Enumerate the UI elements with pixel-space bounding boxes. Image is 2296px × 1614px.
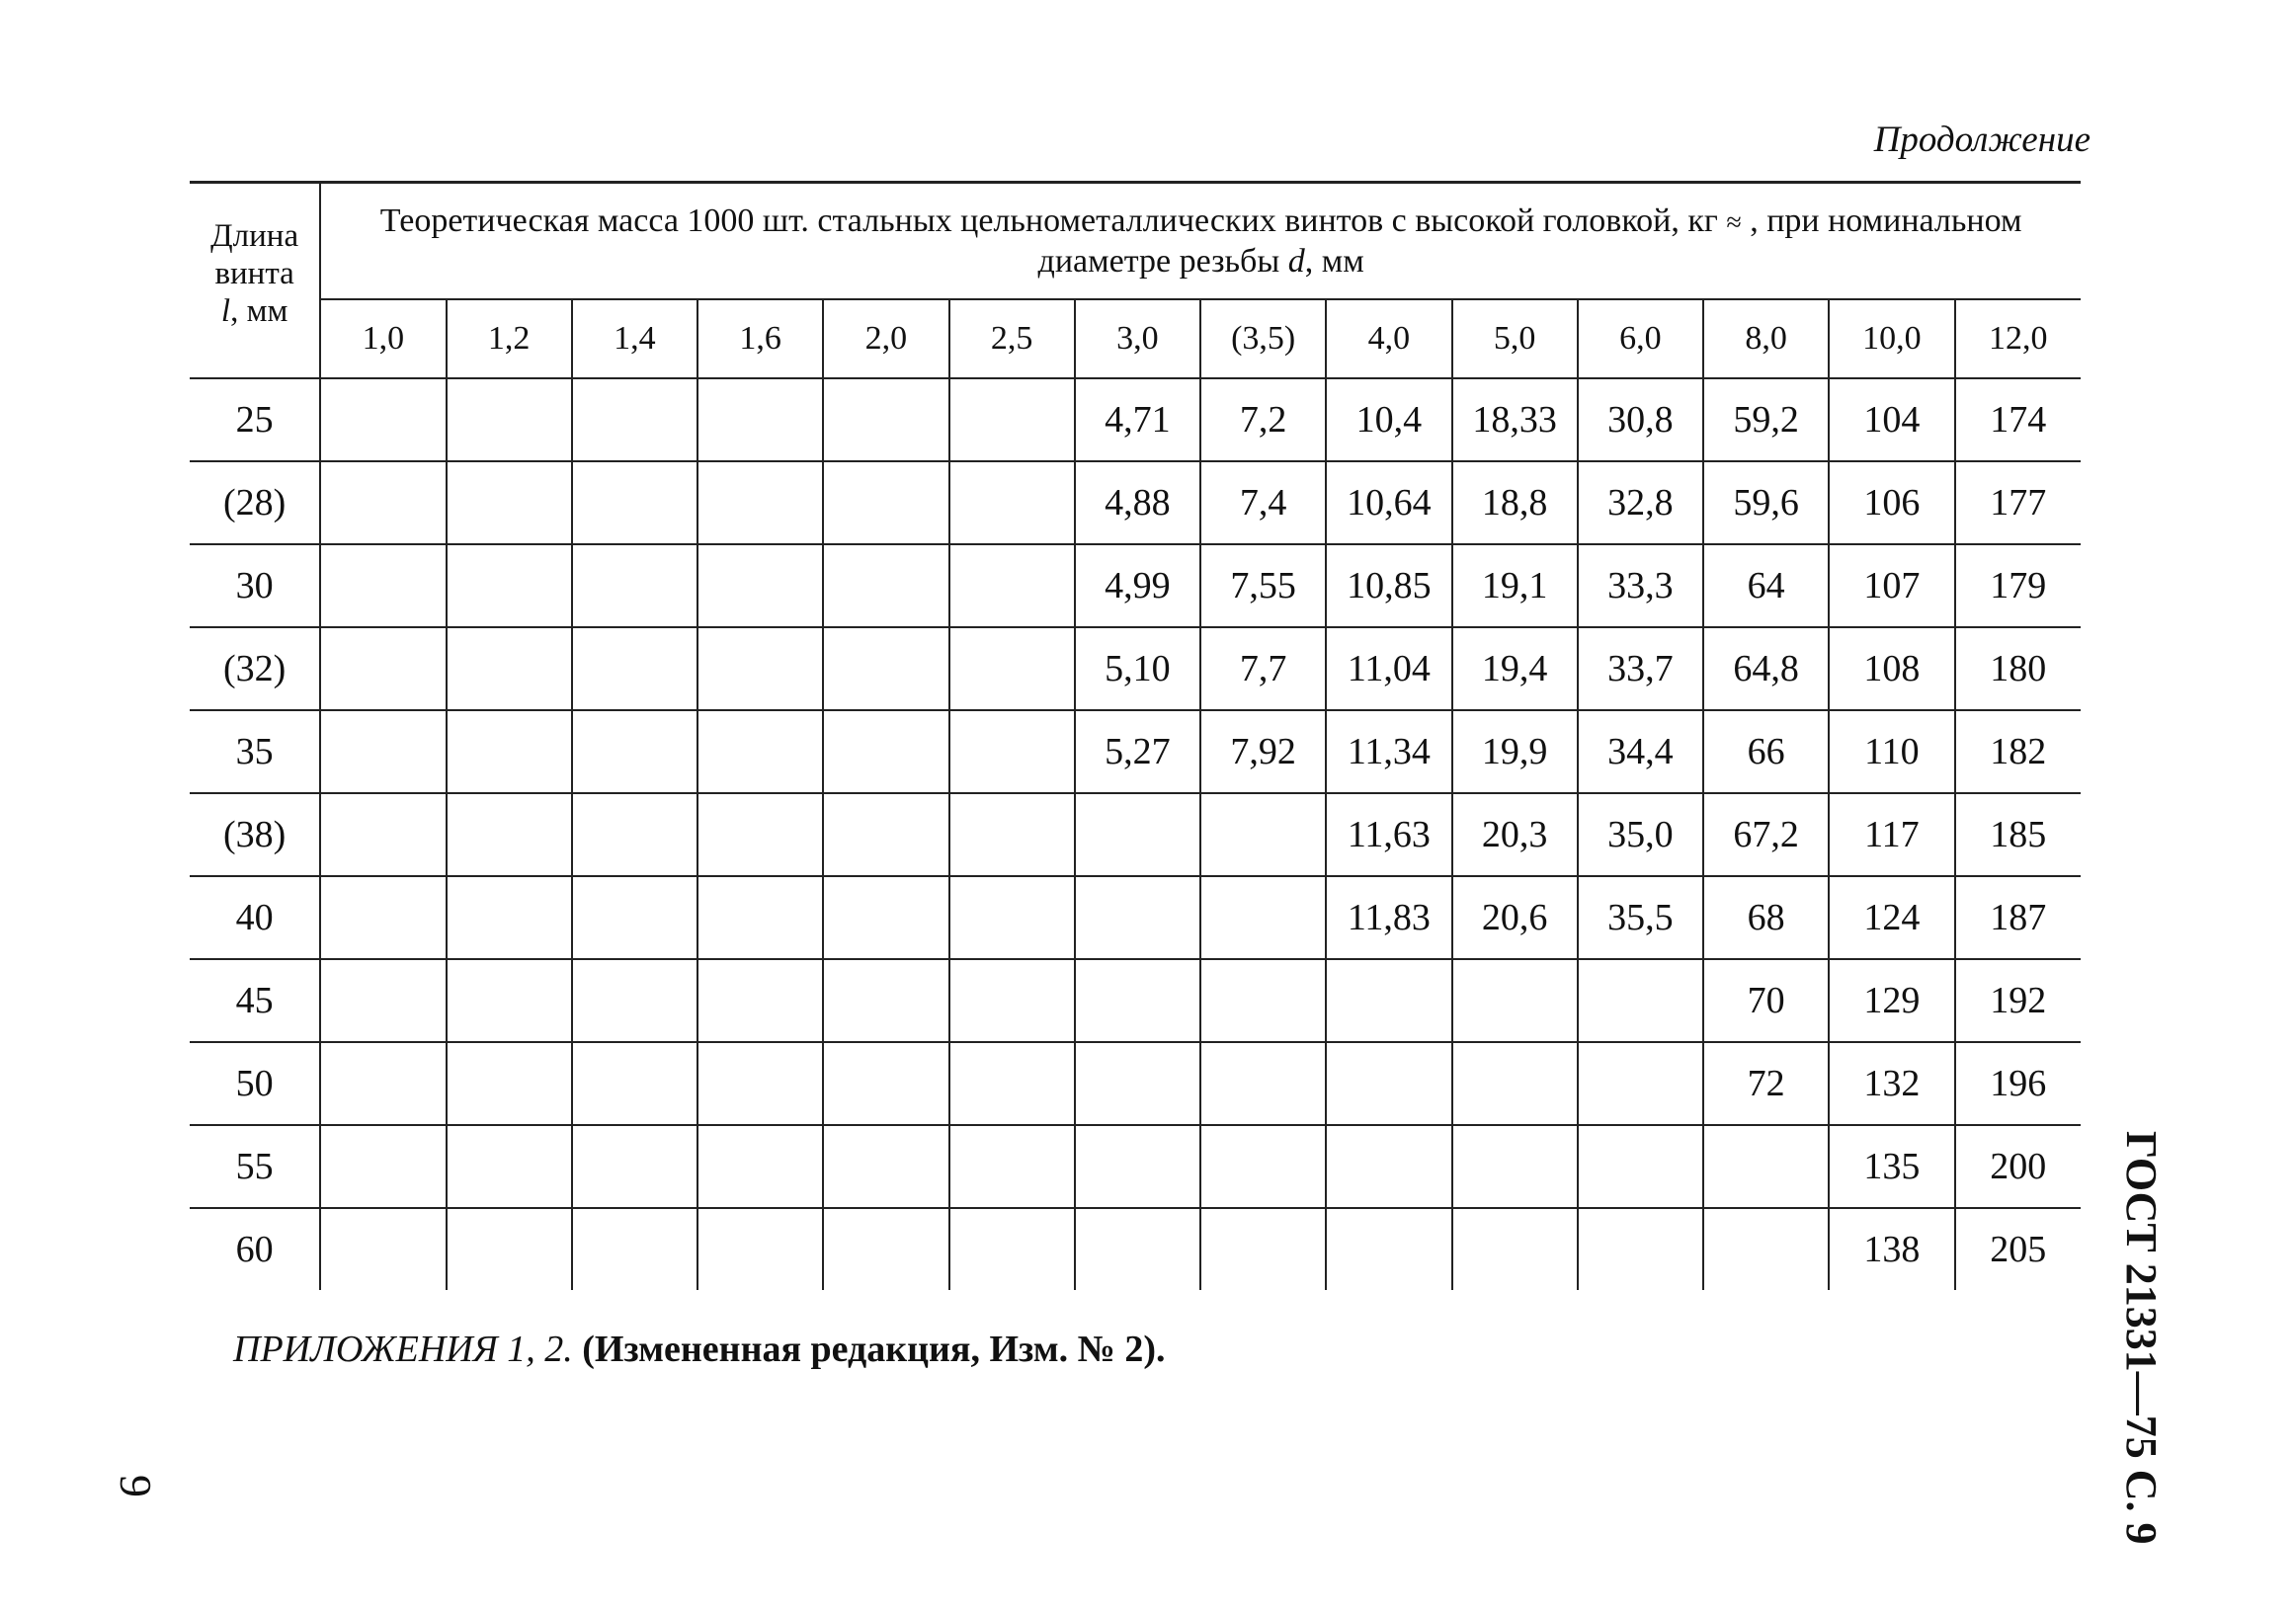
diameter-header-cell: 3,0: [1075, 299, 1200, 378]
mass-group-header: [320, 183, 2081, 300]
mass-cell: [572, 1042, 697, 1125]
mass-cell: 19,9: [1452, 710, 1578, 793]
mass-cell: 187: [1955, 876, 2081, 959]
mass-cell: 33,7: [1578, 627, 1703, 710]
mass-cell: [447, 876, 572, 959]
mass-cell: 5,10: [1075, 627, 1200, 710]
mass-header-text1: Теоретическая масса 1000 шт. стальных цельнометаллических винтов с высокой головкой, кг: [379, 202, 1727, 239]
length-cell: 30: [190, 544, 320, 627]
mass-cell: [447, 1042, 572, 1125]
mass-cell: [447, 461, 572, 544]
mass-cell: [697, 1125, 823, 1208]
length-cell: (32): [190, 627, 320, 710]
mass-cell: [320, 710, 446, 793]
mass-cell: [697, 544, 823, 627]
mass-cell: 104: [1829, 378, 1954, 461]
mass-cell: [823, 1125, 948, 1208]
mass-cell: [572, 378, 697, 461]
mass-cell: [572, 793, 697, 876]
mass-cell: [823, 461, 948, 544]
mass-cell: [1200, 959, 1326, 1042]
mass-cell: [823, 544, 948, 627]
mass-cell: 192: [1955, 959, 2081, 1042]
mass-cell: 124: [1829, 876, 1954, 959]
mass-cell: 72: [1703, 1042, 1829, 1125]
mass-cell: 205: [1955, 1208, 2081, 1290]
mass-cell: [823, 959, 948, 1042]
length-cell: (28): [190, 461, 320, 544]
mass-cell: [1326, 1208, 1451, 1290]
length-cell: 50: [190, 1042, 320, 1125]
mass-cell: 196: [1955, 1042, 2081, 1125]
mass-cell: [823, 876, 948, 959]
mass-cell: [697, 793, 823, 876]
continuation-label: Продолжение: [1873, 120, 2091, 160]
mass-cell: 19,1: [1452, 544, 1578, 627]
mass-cell: 4,88: [1075, 461, 1200, 544]
mass-cell: 11,63: [1326, 793, 1451, 876]
mass-cell: [447, 544, 572, 627]
length-cell: 45: [190, 959, 320, 1042]
gost-side-header: ГОСТ 21331—75 С. 9: [2117, 1131, 2166, 1545]
length-cell: (38): [190, 793, 320, 876]
mass-cell: 182: [1955, 710, 2081, 793]
mass-table: [190, 181, 2081, 1290]
mass-cell: [1075, 1125, 1200, 1208]
mass-cell: [1326, 1125, 1451, 1208]
diameter-header-cell: 2,0: [823, 299, 948, 378]
mass-cell: [320, 793, 446, 876]
mass-cell: 10,85: [1326, 544, 1451, 627]
table-row: [190, 1042, 2081, 1125]
length-header-unit: , мм: [230, 293, 288, 329]
mass-cell: 33,3: [1578, 544, 1703, 627]
mass-cell: [697, 1042, 823, 1125]
length-cell: 25: [190, 378, 320, 461]
mass-cell: 177: [1955, 461, 2081, 544]
footnote-text: (Измененная редакция, Изм. № 2).: [582, 1329, 1166, 1370]
mass-cell: [320, 959, 446, 1042]
mass-cell: [572, 710, 697, 793]
mass-cell: [572, 959, 697, 1042]
mass-cell: [949, 627, 1075, 710]
mass-cell: [447, 793, 572, 876]
length-header-line2: винта: [214, 256, 294, 291]
table-header-row: [190, 183, 2081, 300]
mass-cell: [823, 378, 948, 461]
mass-cell: [697, 461, 823, 544]
mass-cell: 106: [1829, 461, 1954, 544]
mass-cell: 32,8: [1578, 461, 1703, 544]
mass-cell: 117: [1829, 793, 1954, 876]
length-column-header: [190, 183, 320, 379]
diameter-header-cell: 8,0: [1703, 299, 1829, 378]
mass-cell: [1200, 876, 1326, 959]
diameter-var: d: [1287, 243, 1305, 280]
mass-cell: 20,6: [1452, 876, 1578, 959]
mass-cell: [823, 1042, 948, 1125]
table-row: [190, 378, 2081, 461]
mass-cell: 35,0: [1578, 793, 1703, 876]
mass-cell: 70: [1703, 959, 1829, 1042]
mass-cell: 67,2: [1703, 793, 1829, 876]
mass-cell: [697, 710, 823, 793]
mass-cell: [697, 1208, 823, 1290]
diameter-header-cell: 6,0: [1578, 299, 1703, 378]
mass-cell: [1075, 793, 1200, 876]
mass-cell: 132: [1829, 1042, 1954, 1125]
footnote-label: ПРИЛОЖЕНИЯ 1, 2.: [233, 1329, 573, 1370]
mass-cell: [572, 1125, 697, 1208]
mass-cell: 35,5: [1578, 876, 1703, 959]
mass-cell: 11,83: [1326, 876, 1451, 959]
mass-cell: [320, 876, 446, 959]
mass-cell: [447, 1208, 572, 1290]
mass-cell: [823, 710, 948, 793]
mass-cell: [949, 461, 1075, 544]
length-header-line1: Длина: [210, 218, 299, 254]
mass-cell: [949, 710, 1075, 793]
length-cell: 60: [190, 1208, 320, 1290]
mass-cell: [949, 959, 1075, 1042]
diameter-header-cell: 1,4: [572, 299, 697, 378]
table-row: [190, 1208, 2081, 1290]
mass-cell: [949, 793, 1075, 876]
mass-cell: [1200, 1042, 1326, 1125]
mass-cell: [697, 627, 823, 710]
length-cell: 55: [190, 1125, 320, 1208]
table-row: [190, 793, 2081, 876]
mass-cell: [949, 378, 1075, 461]
mass-cell: [1075, 1208, 1200, 1290]
mass-cell: [823, 1208, 948, 1290]
mass-cell: 7,92: [1200, 710, 1326, 793]
mass-cell: 7,2: [1200, 378, 1326, 461]
mass-cell: 200: [1955, 1125, 2081, 1208]
mass-cell: [447, 627, 572, 710]
diameter-header-cell: 12,0: [1955, 299, 2081, 378]
length-cell: 35: [190, 710, 320, 793]
mass-cell: 179: [1955, 544, 2081, 627]
mass-cell: [320, 1125, 446, 1208]
diameter-header-row: [190, 299, 2081, 378]
mass-cell: [572, 1208, 697, 1290]
mass-cell: [1075, 1042, 1200, 1125]
mass-cell: [1452, 1208, 1578, 1290]
mass-cell: 64: [1703, 544, 1829, 627]
mass-cell: 129: [1829, 959, 1954, 1042]
mass-cell: 10,64: [1326, 461, 1451, 544]
mass-cell: [949, 1125, 1075, 1208]
diameter-header-cell: 1,0: [320, 299, 446, 378]
mass-header-text2: , при номинальном диаметре резьбы: [1037, 202, 2022, 280]
mass-cell: 4,99: [1075, 544, 1200, 627]
diameter-header-cell: 4,0: [1326, 299, 1451, 378]
mass-cell: [1452, 1125, 1578, 1208]
length-cell: 40: [190, 876, 320, 959]
mass-cell: [320, 378, 446, 461]
mass-cell: 5,27: [1075, 710, 1200, 793]
table-row: [190, 959, 2081, 1042]
mass-cell: 138: [1829, 1208, 1954, 1290]
mass-cell: [447, 1125, 572, 1208]
mass-cell: [949, 544, 1075, 627]
mass-cell: [447, 378, 572, 461]
footnote: [233, 1328, 1166, 1371]
table-row: [190, 710, 2081, 793]
mass-cell: [320, 1042, 446, 1125]
mass-cell: 7,7: [1200, 627, 1326, 710]
mass-cell: 19,4: [1452, 627, 1578, 710]
mass-cell: [320, 627, 446, 710]
mass-cell: [320, 461, 446, 544]
mass-cell: [1075, 959, 1200, 1042]
mass-cell: [1578, 1208, 1703, 1290]
length-header-var: l: [220, 293, 231, 329]
mass-cell: [320, 1208, 446, 1290]
page-number: 9: [111, 1475, 161, 1497]
mass-cell: [697, 959, 823, 1042]
mass-cell: 68: [1703, 876, 1829, 959]
table-row: [190, 1125, 2081, 1208]
mass-cell: [1703, 1208, 1829, 1290]
mass-cell: [572, 461, 697, 544]
mass-cell: [949, 876, 1075, 959]
mass-cell: 7,55: [1200, 544, 1326, 627]
mass-cell: [1578, 959, 1703, 1042]
mass-cell: [697, 378, 823, 461]
mass-cell: [1452, 959, 1578, 1042]
mass-cell: [697, 876, 823, 959]
mass-cell: [1452, 1042, 1578, 1125]
mass-cell: 107: [1829, 544, 1954, 627]
mass-cell: 66: [1703, 710, 1829, 793]
mass-cell: 185: [1955, 793, 2081, 876]
mass-cell: 174: [1955, 378, 2081, 461]
mass-cell: [320, 544, 446, 627]
diameter-header-cell: 1,2: [447, 299, 572, 378]
diameter-header-cell: (3,5): [1200, 299, 1326, 378]
diameter-header-cell: 10,0: [1829, 299, 1954, 378]
mass-cell: [447, 710, 572, 793]
mass-cell: 59,6: [1703, 461, 1829, 544]
mass-cell: 30,8: [1578, 378, 1703, 461]
mass-cell: 110: [1829, 710, 1954, 793]
diameter-header-cell: 1,6: [697, 299, 823, 378]
mass-cell: [1578, 1125, 1703, 1208]
mass-cell: 64,8: [1703, 627, 1829, 710]
mass-cell: 10,4: [1326, 378, 1451, 461]
diameter-header-cell: 5,0: [1452, 299, 1578, 378]
mass-cell: [572, 876, 697, 959]
mass-cell: 11,04: [1326, 627, 1451, 710]
diameter-header-cell: 2,5: [949, 299, 1075, 378]
table-row: [190, 461, 2081, 544]
mass-cell: [1200, 793, 1326, 876]
mass-cell: 59,2: [1703, 378, 1829, 461]
mass-cell: 108: [1829, 627, 1954, 710]
mass-cell: 18,33: [1452, 378, 1578, 461]
table-row: [190, 876, 2081, 959]
mass-cell: [1326, 959, 1451, 1042]
mass-cell: [1200, 1208, 1326, 1290]
mass-cell: [949, 1042, 1075, 1125]
mass-cell: 20,3: [1452, 793, 1578, 876]
mass-cell: 4,71: [1075, 378, 1200, 461]
mass-cell: [572, 627, 697, 710]
mass-cell: [447, 959, 572, 1042]
mass-cell: 7,4: [1200, 461, 1326, 544]
mass-cell: [572, 544, 697, 627]
approx-sign: ≈: [1726, 207, 1742, 238]
mass-cell: 135: [1829, 1125, 1954, 1208]
mass-cell: [1703, 1125, 1829, 1208]
mass-cell: 18,8: [1452, 461, 1578, 544]
mass-header-text3: , мм: [1304, 243, 1364, 280]
mass-cell: [949, 1208, 1075, 1290]
mass-cell: 34,4: [1578, 710, 1703, 793]
mass-cell: [1578, 1042, 1703, 1125]
mass-cell: 180: [1955, 627, 2081, 710]
mass-cell: [1326, 1042, 1451, 1125]
table-row: [190, 627, 2081, 710]
mass-cell: [1075, 876, 1200, 959]
table-row: [190, 544, 2081, 627]
mass-cell: 11,34: [1326, 710, 1451, 793]
mass-cell: [823, 627, 948, 710]
mass-cell: [823, 793, 948, 876]
mass-cell: [1200, 1125, 1326, 1208]
